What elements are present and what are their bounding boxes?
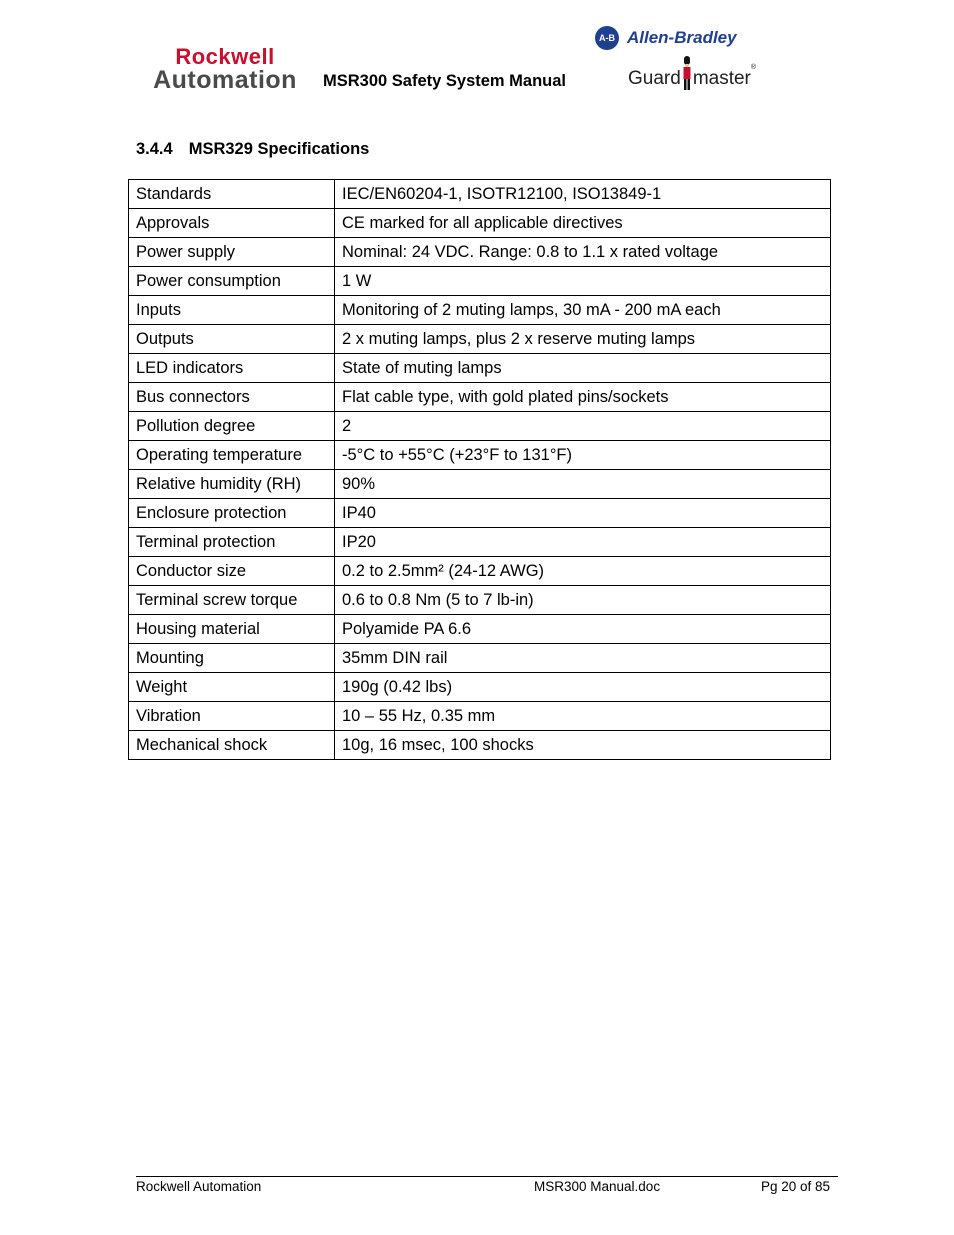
spec-row: [129, 180, 831, 209]
rockwell-automation-logo: [136, 46, 314, 93]
spec-label: Vibration: [129, 702, 335, 731]
spec-label: Housing material: [129, 615, 335, 644]
spec-label: Mechanical shock: [129, 731, 335, 760]
spec-value: -5°C to +55°C (+23°F to 131°F): [335, 441, 831, 470]
spec-value: IEC/EN60204-1, ISOTR12100, ISO13849-1: [335, 180, 831, 209]
spec-label: Terminal protection: [129, 528, 335, 557]
spec-label: Approvals: [129, 209, 335, 238]
spec-label: Outputs: [129, 325, 335, 354]
ab-badge-icon: A-B: [595, 26, 619, 50]
spec-value: 10g, 16 msec, 100 shocks: [335, 731, 831, 760]
specifications-table: [128, 179, 831, 760]
section-number: 3.4.4: [136, 140, 173, 158]
specifications-table-body: [129, 180, 831, 760]
spec-value: Flat cable type, with gold plated pins/sockets: [335, 383, 831, 412]
spec-value: State of muting lamps: [335, 354, 831, 383]
spec-label: Mounting: [129, 644, 335, 673]
spec-value: 190g (0.42 lbs): [335, 673, 831, 702]
spec-label: Weight: [129, 673, 335, 702]
spec-row: [129, 644, 831, 673]
spec-value: Polyamide PA 6.6: [335, 615, 831, 644]
footer-divider: [136, 1176, 838, 1177]
spec-label: Pollution degree: [129, 412, 335, 441]
section-title: MSR329 Specifications: [188, 140, 370, 158]
spec-row: [129, 238, 831, 267]
spec-value: 0.2 to 2.5mm² (24-12 AWG): [335, 557, 831, 586]
spec-label: Bus connectors: [129, 383, 335, 412]
spec-value: Monitoring of 2 muting lamps, 30 mA - 200 mA each: [335, 296, 831, 325]
spec-value: 2 x muting lamps, plus 2 x reserve muting lamps: [335, 325, 831, 354]
spec-value: IP40: [335, 499, 831, 528]
spec-row: [129, 470, 831, 499]
registered-mark: ®: [750, 64, 757, 71]
footer-company: Rockwell Automation: [136, 1179, 262, 1194]
spec-label: Relative humidity (RH): [129, 470, 335, 499]
spec-value: CE marked for all applicable directives: [335, 209, 831, 238]
allen-bradley-logo: [595, 26, 737, 50]
guardsman-icon: [682, 56, 692, 90]
allen-bradley-text: Allen-Bradley: [627, 28, 737, 47]
spec-row: [129, 673, 831, 702]
spec-row: [129, 412, 831, 441]
spec-label: Standards: [129, 180, 335, 209]
section-heading: [136, 140, 369, 159]
spec-row: [129, 731, 831, 760]
spec-label: Enclosure protection: [129, 499, 335, 528]
spec-row: [129, 383, 831, 412]
logo-rockwell-text: Rockwell: [175, 44, 275, 69]
spec-row: [129, 702, 831, 731]
spec-label: Conductor size: [129, 557, 335, 586]
guardmaster-logo: [628, 56, 756, 90]
spec-row: [129, 354, 831, 383]
spec-row: [129, 267, 831, 296]
guardmaster-text-left: Guard: [628, 68, 681, 89]
spec-label: Terminal screw torque: [129, 586, 335, 615]
spec-label: Inputs: [129, 296, 335, 325]
spec-label: LED indicators: [129, 354, 335, 383]
spec-row: [129, 499, 831, 528]
spec-value: 90%: [335, 470, 831, 499]
spec-row: [129, 209, 831, 238]
spec-value: 2: [335, 412, 831, 441]
spec-label: Power consumption: [129, 267, 335, 296]
footer-filename: MSR300 Manual.doc: [534, 1179, 661, 1194]
spec-row: [129, 441, 831, 470]
spec-label: Power supply: [129, 238, 335, 267]
spec-row: [129, 586, 831, 615]
spec-row: [129, 615, 831, 644]
guardmaster-text-right: master: [692, 68, 751, 89]
spec-row: [129, 528, 831, 557]
spec-label: Operating temperature: [129, 441, 335, 470]
spec-row: [129, 325, 831, 354]
spec-value: 0.6 to 0.8 Nm (5 to 7 lb-in): [335, 586, 831, 615]
spec-value: Nominal: 24 VDC. Range: 0.8 to 1.1 x rated voltage: [335, 238, 831, 267]
spec-value: 35mm DIN rail: [335, 644, 831, 673]
footer-page-number: Pg 20 of 85: [761, 1179, 831, 1194]
logo-automation-text: Automation: [153, 66, 297, 94]
spec-row: [129, 557, 831, 586]
spec-row: [129, 296, 831, 325]
spec-value: 1 W: [335, 267, 831, 296]
spec-value: 10 – 55 Hz, 0.35 mm: [335, 702, 831, 731]
manual-title: MSR300 Safety System Manual: [323, 72, 567, 90]
spec-value: IP20: [335, 528, 831, 557]
